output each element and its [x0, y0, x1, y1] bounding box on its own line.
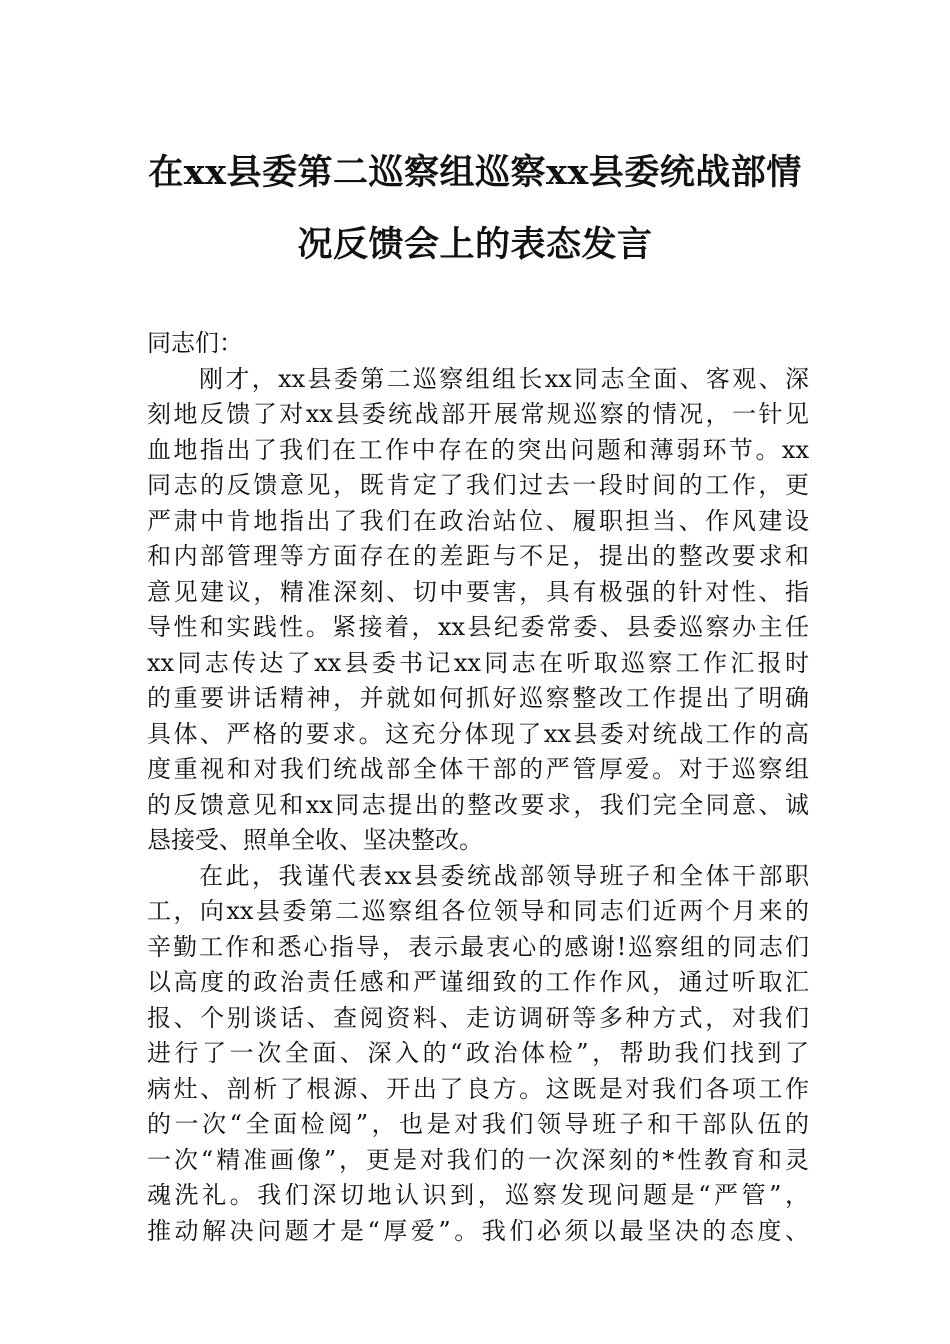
- paragraph-line: 刻地反馈了对xx县委统战部开展常规巡察的情况，一针见: [147, 400, 809, 428]
- document-title: [100, 152, 850, 265]
- paragraph-line: 血地指出了我们在工作中存在的突出问题和薄弱环节。xx: [147, 435, 809, 464]
- paragraph-line: 的重要讲话精神，并就如何抓好巡察整改工作提出了明确: [147, 684, 809, 712]
- paragraph-line: 意见建议，精准深刻、切中要害，具有极强的针对性、指: [147, 577, 809, 606]
- paragraph-line: 一次“精准画像”，更是对我们的一次深刻的*性教育和灵: [147, 1145, 809, 1174]
- paragraph-line: 同志的反馈意见，既肯定了我们过去一段时间的工作，更: [147, 471, 809, 499]
- paragraph-line: 进行了一次全面、深入的“政治体检”，帮助我们找到了: [147, 1039, 809, 1067]
- paragraph-line: 的一次“全面检阅”，也是对我们领导班子和干部队伍的: [147, 1110, 809, 1138]
- paragraph-line: 恳接受、照单全收、坚决整改。: [147, 826, 483, 854]
- title-line: 况反馈会上的表态发言: [297, 224, 653, 265]
- paragraph-line: 刚才，xx县委第二巡察组组长xx同志全面、客观、深: [199, 364, 809, 393]
- paragraph-line: 推动解决问题才是“厚爱”。我们必须以最坚决的态度、: [147, 1216, 809, 1245]
- paragraph-line: 度重视和对我们统战部全体干部的严管厚爱。对于巡察组: [147, 755, 809, 783]
- salutation: 同志们：: [147, 329, 243, 357]
- paragraph-line: 严肃中肯地指出了我们在政治站位、履职担当、作风建设: [147, 506, 809, 535]
- paragraph-line: 在此，我谨代表xx县委统战部领导班子和全体干部职: [199, 861, 809, 890]
- paragraph-line: 导性和实践性。紧接着，xx县纪委常委、县委巡察办主任: [147, 613, 809, 641]
- paragraph-line: 魂洗礼。我们深切地认识到，巡察发现问题是“严管”，: [147, 1181, 809, 1209]
- paragraph-line: 辛勤工作和悉心指导，表示最衷心的感谢!巡察组的同志们: [147, 932, 809, 961]
- paragraph-line: 病灶、剖析了根源、开出了良方。这既是对我们各项工作: [147, 1074, 809, 1103]
- paragraph-line: 具体、严格的要求。这充分体现了xx县委对统战工作的高: [147, 719, 809, 748]
- paragraph-line: 以高度的政治责任感和严谨细致的工作作风，通过听取汇: [147, 968, 809, 996]
- paragraph-line: 报、个别谈话、查阅资料、走访调研等多种方式，对我们: [147, 1003, 809, 1032]
- paragraph-line: 的反馈意见和xx同志提出的整改要求，我们完全同意、诚: [147, 790, 809, 819]
- paragraph: [147, 362, 809, 859]
- paragraph-line: 工，向xx县委第二巡察组各位领导和同志们近两个月来的: [147, 897, 809, 925]
- document-body: [147, 326, 809, 1249]
- paragraph-line: xx同志传达了xx县委书记xx同志在听取巡察工作汇报时: [147, 648, 809, 677]
- paragraph-line: 和内部管理等方面存在的差距与不足，提出的整改要求和: [147, 542, 809, 570]
- paragraph: [147, 859, 809, 1250]
- title-line: 在xx县委第二巡察组巡察xx县委统战部情: [148, 152, 802, 193]
